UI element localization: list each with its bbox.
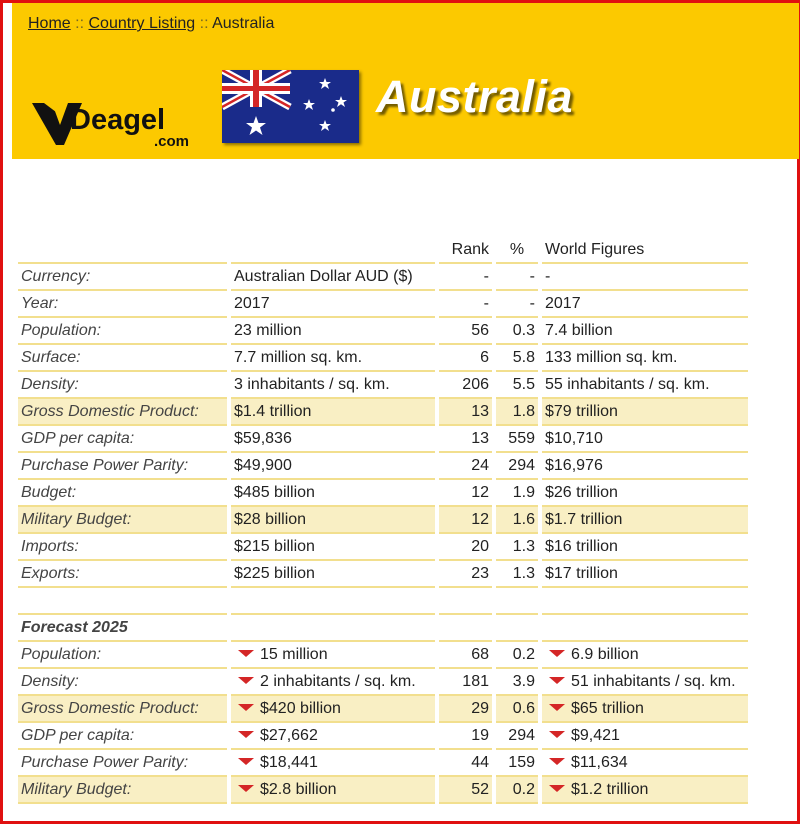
row-percent: 0.2 <box>496 642 538 669</box>
row-value: $485 billion <box>231 480 435 507</box>
row-rank: 19 <box>439 723 492 750</box>
australia-flag-icon <box>222 70 359 143</box>
row-label: Purchase Power Parity: <box>18 750 227 777</box>
row-value: 2017 <box>231 291 435 318</box>
row-percent: 294 <box>496 453 538 480</box>
row-rank: 52 <box>439 777 492 804</box>
table-row <box>18 399 748 426</box>
breadcrumb-separator: :: <box>75 15 85 32</box>
row-value <box>231 696 435 723</box>
row-label: Currency: <box>18 264 227 291</box>
header-value <box>231 237 435 264</box>
table-row <box>18 426 748 453</box>
row-rank: 68 <box>439 642 492 669</box>
header-rank: Rank <box>439 237 492 264</box>
row-value: 23 million <box>231 318 435 345</box>
down-arrow-icon <box>238 704 254 711</box>
breadcrumb-current: Australia <box>212 15 275 32</box>
table-row <box>18 372 748 399</box>
row-percent: 1.6 <box>496 507 538 534</box>
table-row <box>18 561 748 588</box>
row-rank: 13 <box>439 426 492 453</box>
table-row <box>18 264 748 291</box>
row-percent: 5.8 <box>496 345 538 372</box>
breadcrumb-country-listing-link[interactable]: Country Listing <box>88 15 196 32</box>
row-world-figure <box>542 669 748 696</box>
row-rank: 6 <box>439 345 492 372</box>
down-arrow-icon <box>238 731 254 738</box>
row-value-text: $2.8 billion <box>260 780 337 798</box>
row-world-figure: 55 inhabitants / sq. km. <box>542 372 748 399</box>
table-row <box>18 642 748 669</box>
row-world-figure <box>542 696 748 723</box>
row-world-figure-text: $11,634 <box>571 753 628 771</box>
row-value <box>231 669 435 696</box>
country-stats-table <box>14 237 752 804</box>
table-row <box>18 480 748 507</box>
row-percent: 3.9 <box>496 669 538 696</box>
row-world-figure: 2017 <box>542 291 748 318</box>
row-rank: - <box>439 291 492 318</box>
table-row <box>18 723 748 750</box>
logo-suffix: .com <box>154 133 190 150</box>
row-world-figure-text: 51 inhabitants / sq. km. <box>571 672 736 690</box>
row-label: Budget: <box>18 480 227 507</box>
row-label: Density: <box>18 372 227 399</box>
table-row <box>18 750 748 777</box>
spacer-cell <box>542 615 748 642</box>
row-value: 3 inhabitants / sq. km. <box>231 372 435 399</box>
header-percent: % <box>496 237 538 264</box>
row-label: Imports: <box>18 534 227 561</box>
down-arrow-icon <box>238 650 254 657</box>
spacer-cell <box>439 615 492 642</box>
row-rank: 20 <box>439 534 492 561</box>
spacer-cell <box>496 615 538 642</box>
row-value: Australian Dollar AUD ($) <box>231 264 435 291</box>
row-percent: 1.3 <box>496 561 538 588</box>
row-rank: 29 <box>439 696 492 723</box>
row-value: $59,836 <box>231 426 435 453</box>
row-world-figure: $10,710 <box>542 426 748 453</box>
row-value <box>231 723 435 750</box>
row-label: Military Budget: <box>18 507 227 534</box>
row-value: $49,900 <box>231 453 435 480</box>
logo-brand: Deagel <box>70 104 166 136</box>
row-label: Gross Domestic Product: <box>18 399 227 426</box>
table-row <box>18 291 748 318</box>
down-arrow-icon <box>549 650 565 657</box>
spacer-row <box>18 588 748 615</box>
spacer-cell <box>18 588 227 615</box>
row-world-figure: - <box>542 264 748 291</box>
row-rank: 56 <box>439 318 492 345</box>
row-value-text: 2 inhabitants / sq. km. <box>260 672 416 690</box>
row-label: Exports: <box>18 561 227 588</box>
row-label: Year: <box>18 291 227 318</box>
row-world-figure-text: $9,421 <box>571 726 620 744</box>
row-percent: 294 <box>496 723 538 750</box>
row-percent: 559 <box>496 426 538 453</box>
table-row <box>18 318 748 345</box>
row-value: $28 billion <box>231 507 435 534</box>
row-value-text: $18,441 <box>260 753 318 771</box>
row-rank: 12 <box>439 480 492 507</box>
down-arrow-icon <box>238 785 254 792</box>
row-rank: 12 <box>439 507 492 534</box>
row-rank: 23 <box>439 561 492 588</box>
down-arrow-icon <box>238 677 254 684</box>
row-world-figure: 133 million sq. km. <box>542 345 748 372</box>
row-percent: 1.9 <box>496 480 538 507</box>
table-row <box>18 534 748 561</box>
row-percent: 1.3 <box>496 534 538 561</box>
row-world-figure-text: $65 trillion <box>571 699 644 717</box>
row-world-figure <box>542 642 748 669</box>
row-world-figure-text: 6.9 billion <box>571 645 639 663</box>
row-world-figure <box>542 777 748 804</box>
row-value: $215 billion <box>231 534 435 561</box>
row-label: Purchase Power Parity: <box>18 453 227 480</box>
row-world-figure: $16 trillion <box>542 534 748 561</box>
row-world-figure: $1.7 trillion <box>542 507 748 534</box>
row-label: Population: <box>18 642 227 669</box>
row-world-figure-text: $1.2 trillion <box>571 780 649 798</box>
row-label: Gross Domestic Product: <box>18 696 227 723</box>
table-row <box>18 669 748 696</box>
spacer-cell <box>231 588 435 615</box>
down-arrow-icon <box>549 731 565 738</box>
down-arrow-icon <box>549 704 565 711</box>
breadcrumb-separator: :: <box>199 15 209 32</box>
down-arrow-icon <box>549 677 565 684</box>
row-world-figure: $79 trillion <box>542 399 748 426</box>
breadcrumb-home-link[interactable]: Home <box>28 15 71 32</box>
forecast-title: Forecast 2025 <box>18 615 227 642</box>
table-row <box>18 696 748 723</box>
table-row <box>18 777 748 804</box>
breadcrumb <box>28 15 274 33</box>
table-row <box>18 507 748 534</box>
row-rank: 13 <box>439 399 492 426</box>
row-percent: - <box>496 291 538 318</box>
row-label: Population: <box>18 318 227 345</box>
row-value: $225 billion <box>231 561 435 588</box>
spacer-cell <box>496 588 538 615</box>
down-arrow-icon <box>549 758 565 765</box>
spacer-cell <box>231 615 435 642</box>
page-title: Australia <box>376 71 574 122</box>
header-label <box>18 237 227 264</box>
row-percent: 5.5 <box>496 372 538 399</box>
row-value: 7.7 million sq. km. <box>231 345 435 372</box>
row-percent: 0.3 <box>496 318 538 345</box>
row-rank: 181 <box>439 669 492 696</box>
row-rank: - <box>439 264 492 291</box>
row-value <box>231 642 435 669</box>
deagel-logo-icon[interactable] <box>30 95 210 151</box>
row-rank: 24 <box>439 453 492 480</box>
row-value-text: 15 million <box>260 645 328 663</box>
down-arrow-icon <box>238 758 254 765</box>
row-world-figure <box>542 750 748 777</box>
row-value <box>231 750 435 777</box>
table-header-row <box>18 237 748 264</box>
row-value-text: $420 billion <box>260 699 341 717</box>
down-arrow-icon <box>549 785 565 792</box>
table-row <box>18 453 748 480</box>
row-percent: - <box>496 264 538 291</box>
row-label: Density: <box>18 669 227 696</box>
row-label: GDP per capita: <box>18 723 227 750</box>
row-world-figure: $17 trillion <box>542 561 748 588</box>
row-world-figure: 7.4 billion <box>542 318 748 345</box>
spacer-cell <box>439 588 492 615</box>
row-label: Military Budget: <box>18 777 227 804</box>
header-world-figures: World Figures <box>542 237 748 264</box>
row-world-figure: $16,976 <box>542 453 748 480</box>
table-row <box>18 345 748 372</box>
row-percent: 159 <box>496 750 538 777</box>
row-percent: 0.2 <box>496 777 538 804</box>
row-percent: 1.8 <box>496 399 538 426</box>
spacer-cell <box>542 588 748 615</box>
row-value <box>231 777 435 804</box>
row-world-figure <box>542 723 748 750</box>
row-percent: 0.6 <box>496 696 538 723</box>
row-label: Surface: <box>18 345 227 372</box>
row-rank: 44 <box>439 750 492 777</box>
row-world-figure: $26 trillion <box>542 480 748 507</box>
row-label: GDP per capita: <box>18 426 227 453</box>
forecast-section-row <box>18 615 748 642</box>
row-value: $1.4 trillion <box>231 399 435 426</box>
page-header <box>12 3 799 159</box>
row-rank: 206 <box>439 372 492 399</box>
row-value-text: $27,662 <box>260 726 318 744</box>
